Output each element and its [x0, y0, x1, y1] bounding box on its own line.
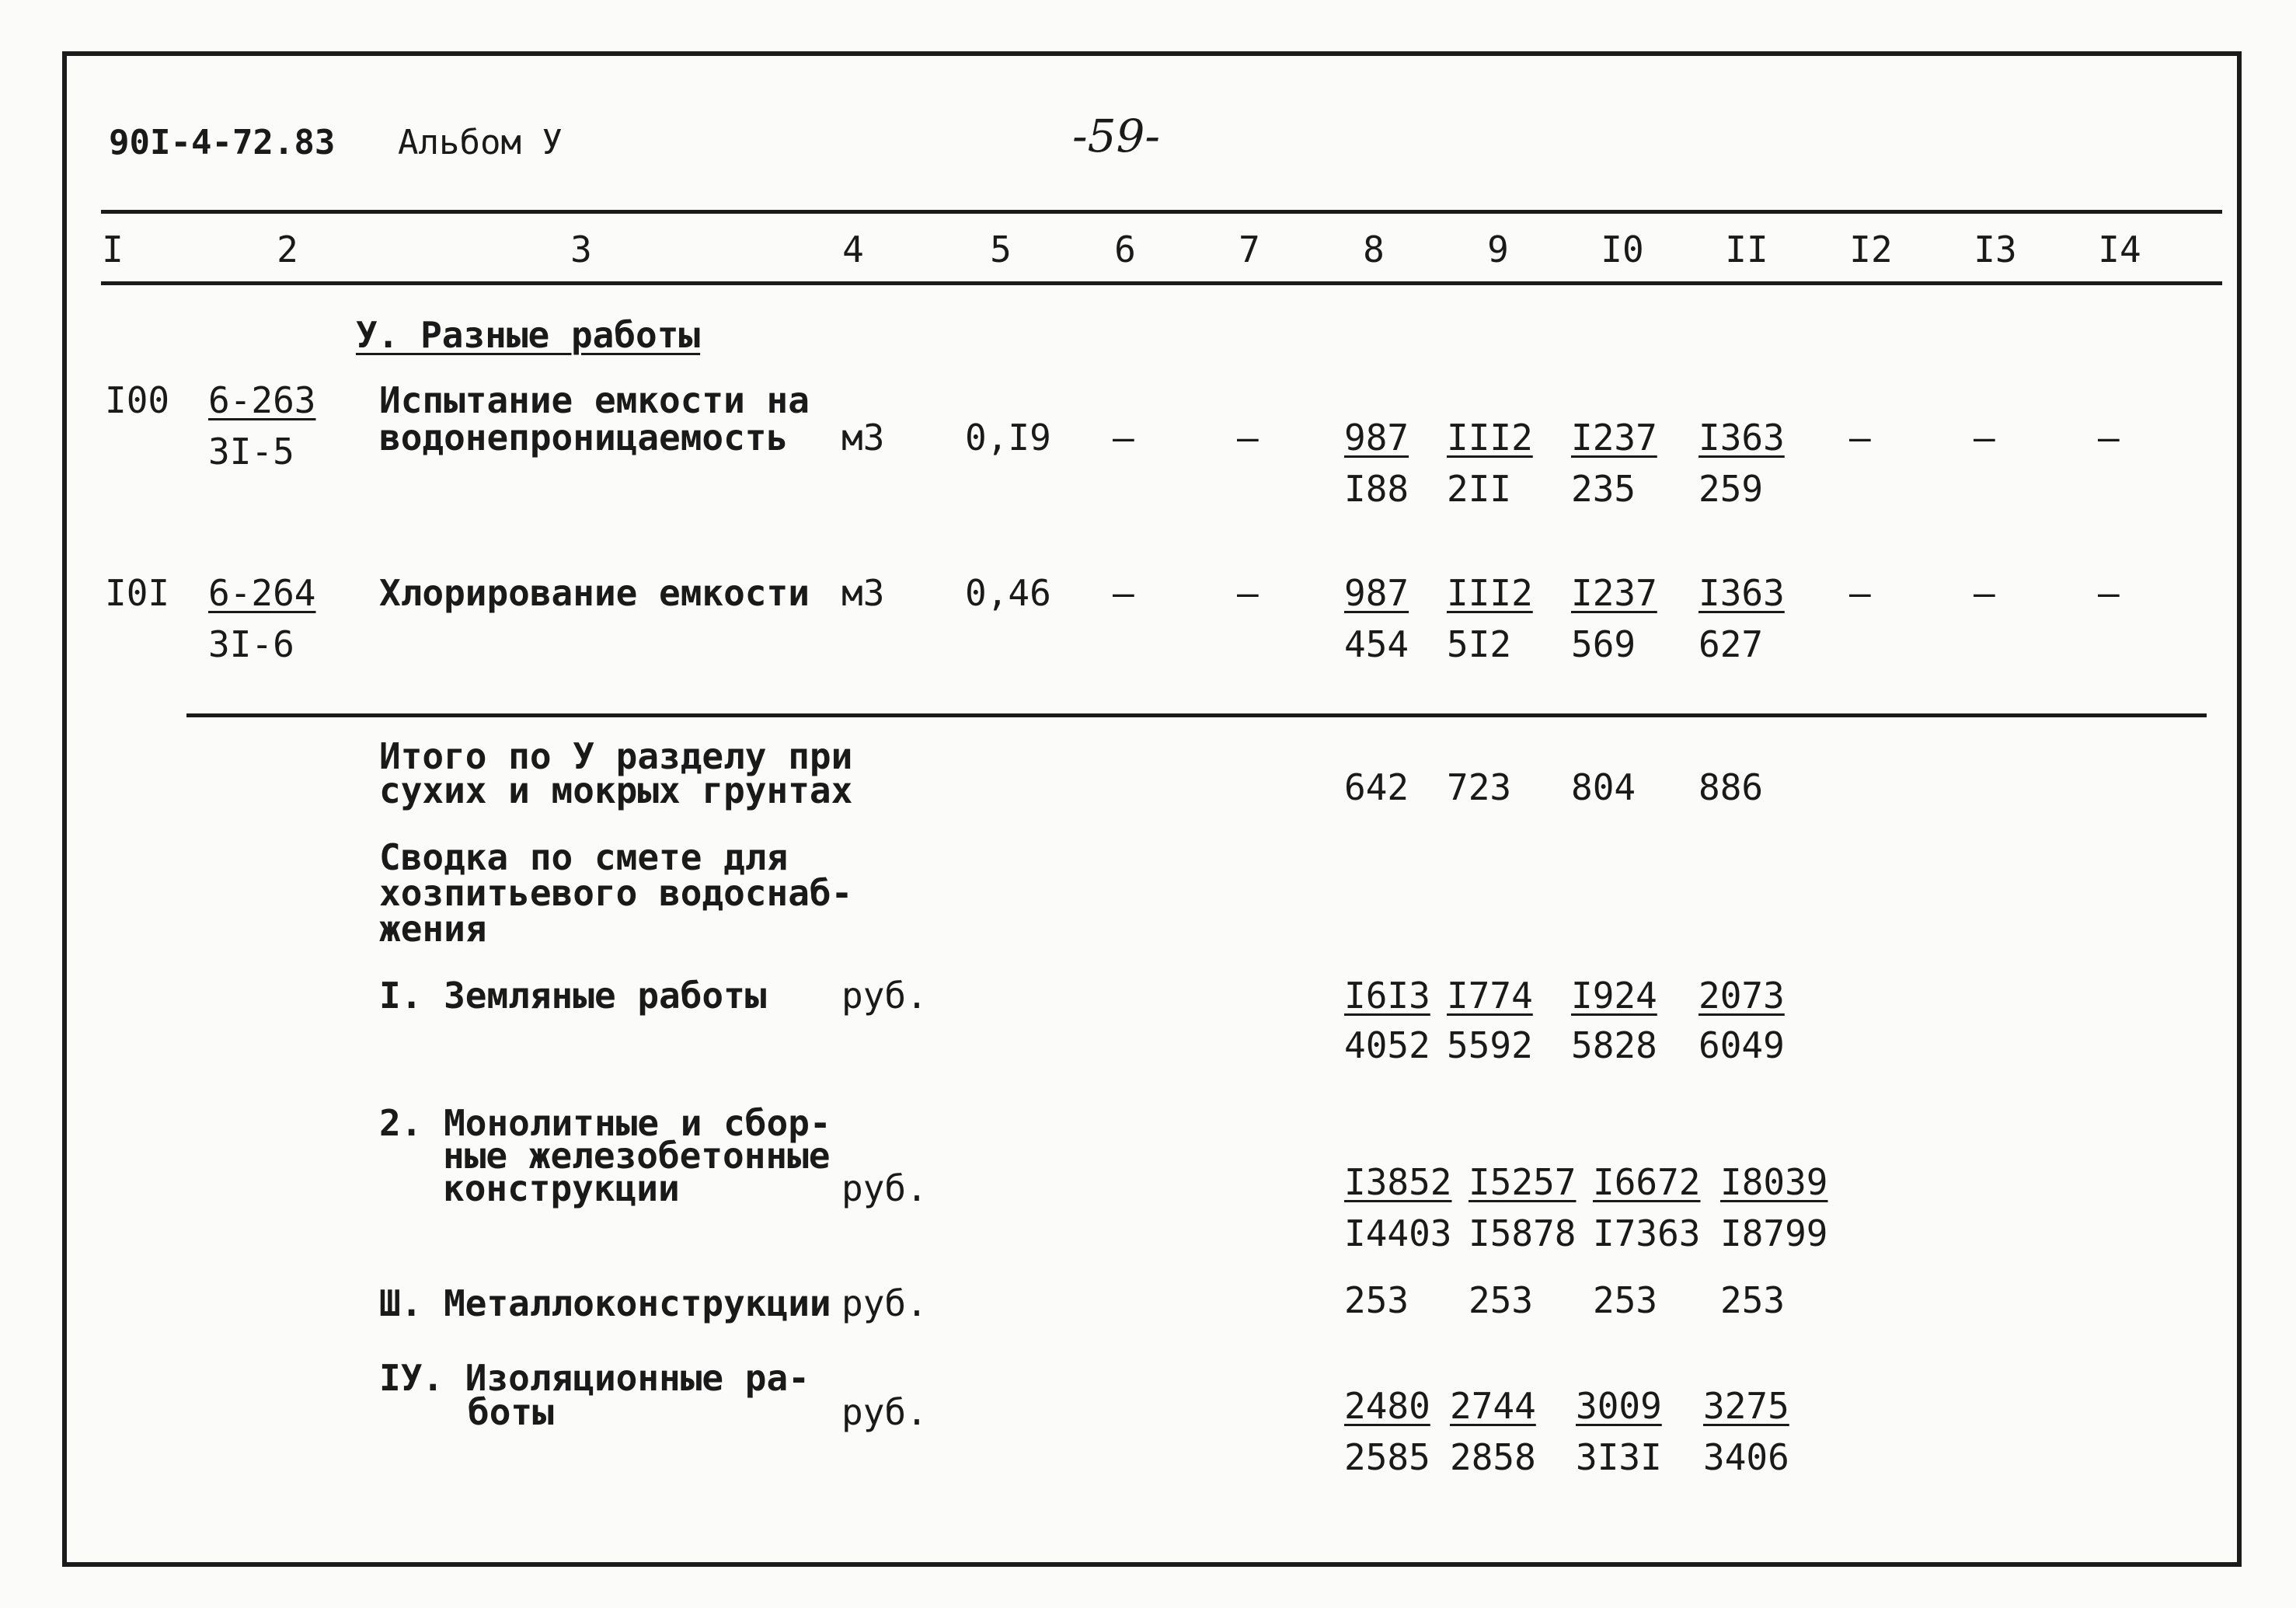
- col-head-13: I3: [1974, 228, 2017, 270]
- section-title: У. Разные работы: [356, 314, 701, 356]
- total-value: 804: [1571, 766, 1636, 808]
- summary-value: 253: [1593, 1279, 1658, 1321]
- row-value-top: I363: [1698, 417, 1785, 459]
- row-cell-14: –: [2098, 572, 2120, 614]
- row-code-top: 6-264: [208, 572, 316, 614]
- row-value-top: 987: [1344, 417, 1409, 459]
- col-head-2: 2: [277, 228, 298, 270]
- row-value-top: 987: [1344, 572, 1409, 614]
- row-code-top: 6-263: [208, 379, 316, 421]
- row-value-top: I363: [1698, 572, 1785, 614]
- row-value-top: III2: [1447, 572, 1533, 614]
- summary-value-top: I8039: [1720, 1161, 1828, 1203]
- summary-item-label: IУ. Изоляционные ра-: [379, 1357, 810, 1399]
- summary-value-top: I3852: [1344, 1161, 1452, 1203]
- col-head-12: I2: [1849, 228, 1893, 270]
- row-value-bottom: I88: [1344, 468, 1409, 510]
- summary-item-label: конструкции: [443, 1167, 680, 1209]
- summary-value-bottom: 6049: [1698, 1024, 1785, 1066]
- summary-item-label: I. Земляные работы: [379, 975, 767, 1017]
- total-label: Итого по У разделу при: [379, 735, 853, 777]
- row-description: Хлорирование емкости: [379, 572, 810, 614]
- row-description: водонепроницаемость: [379, 417, 789, 459]
- row-value-top: III2: [1447, 417, 1533, 459]
- summary-value: 253: [1344, 1279, 1409, 1321]
- summary-value-top: 2480: [1344, 1385, 1430, 1427]
- row-unit: м3: [841, 572, 885, 614]
- row-cell-13: –: [1974, 417, 1995, 459]
- summary-value-top: I6I3: [1344, 975, 1430, 1017]
- summary-value-top: I924: [1571, 975, 1657, 1017]
- page-number: -59-: [1072, 110, 1160, 162]
- summary-value-top: 3275: [1703, 1385, 1789, 1427]
- summary-item-unit: руб.: [841, 1282, 928, 1324]
- row-value-bottom: 569: [1571, 623, 1636, 665]
- row-value-bottom: 235: [1571, 468, 1636, 510]
- summary-item-label: Ш. Металлоконструкции: [379, 1282, 831, 1324]
- header-rule-top: [101, 210, 2222, 214]
- summary-value: 253: [1720, 1279, 1786, 1321]
- summary-heading: Сводка по смете для: [379, 836, 789, 878]
- summary-value-bottom: I4403: [1344, 1212, 1452, 1254]
- summary-value-top: I5257: [1469, 1161, 1577, 1203]
- col-head-7: 7: [1239, 228, 1260, 270]
- row-unit: м3: [841, 417, 885, 459]
- row-cell-12: –: [1849, 417, 1871, 459]
- summary-item-unit: руб.: [841, 1391, 928, 1433]
- header-rule-bottom: [101, 281, 2222, 285]
- row-value-bottom: 259: [1698, 468, 1764, 510]
- album-label: Альбом У: [398, 123, 563, 162]
- row-quantity: 0,I9: [965, 417, 1051, 459]
- summary-value-top: I774: [1447, 975, 1533, 1017]
- summary-value-bottom: 2585: [1344, 1436, 1430, 1478]
- col-head-14: I4: [2098, 228, 2141, 270]
- summary-value-bottom: I5878: [1469, 1212, 1577, 1254]
- summary-value-bottom: I7363: [1593, 1212, 1701, 1254]
- row-value-bottom: 5I2: [1447, 623, 1512, 665]
- col-head-5: 5: [990, 228, 1012, 270]
- summary-item-label: ные железобетонные: [443, 1135, 831, 1177]
- row-number: I0I: [105, 572, 170, 614]
- summary-value-bottom: I8799: [1720, 1212, 1828, 1254]
- section-divider: [186, 713, 2207, 717]
- row-cell-12: –: [1849, 572, 1871, 614]
- row-value-bottom: 627: [1698, 623, 1764, 665]
- summary-value-top: I6672: [1593, 1161, 1701, 1203]
- row-cell-7: –: [1237, 417, 1259, 459]
- summary-item-unit: руб.: [841, 975, 928, 1017]
- summary-value-bottom: 5592: [1447, 1024, 1533, 1066]
- row-number: I00: [105, 379, 170, 421]
- row-cell-7: –: [1237, 572, 1259, 614]
- summary-value: 253: [1469, 1279, 1534, 1321]
- row-description: Испытание емкости на: [379, 379, 810, 421]
- row-value-top: I237: [1571, 572, 1657, 614]
- col-head-10: I0: [1601, 228, 1644, 270]
- col-head-4: 4: [842, 228, 864, 270]
- row-quantity: 0,46: [965, 572, 1051, 614]
- total-value: 723: [1447, 766, 1512, 808]
- row-cell-6: –: [1113, 417, 1134, 459]
- row-value-bottom: 2II: [1447, 468, 1512, 510]
- summary-value-bottom: 2858: [1450, 1436, 1536, 1478]
- total-value: 886: [1698, 766, 1764, 808]
- summary-value-bottom: 3406: [1703, 1436, 1789, 1478]
- row-cell-13: –: [1974, 572, 1995, 614]
- summary-item-unit: руб.: [841, 1167, 928, 1209]
- col-head-6: 6: [1114, 228, 1136, 270]
- summary-value-top: 2744: [1450, 1385, 1536, 1427]
- summary-value-bottom: 4052: [1344, 1024, 1430, 1066]
- col-head-11: II: [1725, 228, 1768, 270]
- summary-heading: жения: [379, 908, 487, 950]
- summary-value-top: 3009: [1576, 1385, 1662, 1427]
- row-value-top: I237: [1571, 417, 1657, 459]
- col-head-9: 9: [1487, 228, 1509, 270]
- summary-item-label: боты: [468, 1391, 554, 1433]
- total-label: сухих и мокрых грунтах: [379, 769, 853, 811]
- total-value: 642: [1344, 766, 1409, 808]
- summary-item-label: 2. Монолитные и сбор-: [379, 1102, 831, 1144]
- summary-value-bottom: 5828: [1571, 1024, 1657, 1066]
- row-code-bottom: 3I-6: [208, 623, 294, 665]
- row-cell-6: –: [1113, 572, 1134, 614]
- summary-value-bottom: 3I3I: [1576, 1436, 1662, 1478]
- col-head-3: 3: [570, 228, 592, 270]
- row-code-bottom: 3I-5: [208, 431, 294, 473]
- col-head-8: 8: [1363, 228, 1385, 270]
- row-value-bottom: 454: [1344, 623, 1409, 665]
- col-head-1: I: [102, 228, 124, 270]
- summary-heading: хозпитьевого водоснаб-: [379, 872, 853, 914]
- doc-code: 90I-4-72.83: [109, 123, 336, 162]
- summary-value-top: 2073: [1698, 975, 1785, 1017]
- row-cell-14: –: [2098, 417, 2120, 459]
